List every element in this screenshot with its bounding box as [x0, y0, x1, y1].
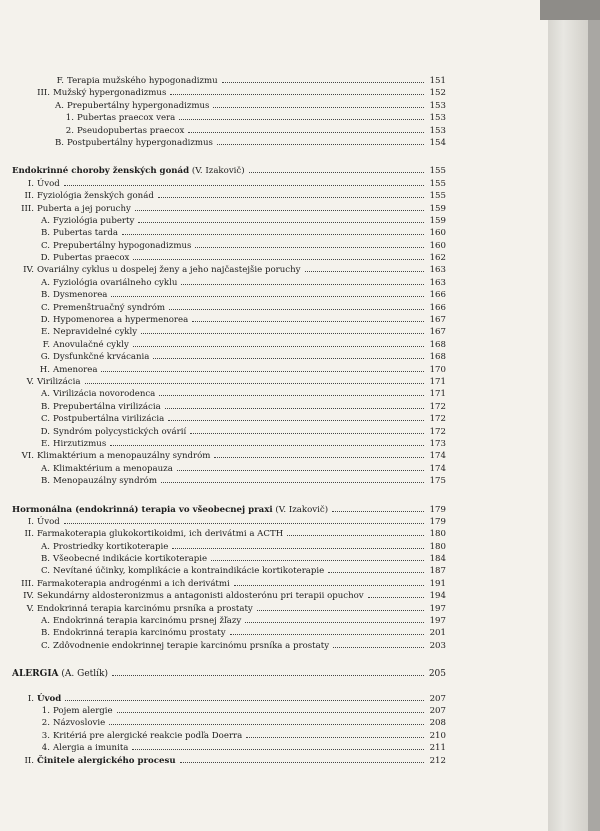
- leader-dots: [122, 226, 424, 235]
- leader-dots: [101, 363, 424, 372]
- toc-entry-title: Puberta a jej poruchy: [37, 203, 131, 214]
- toc-entry-title: Pseudopubertas praecox: [77, 125, 185, 136]
- toc-entry-title: Prepubertálny hypergonadizmus: [67, 100, 210, 111]
- toc-entry-number: E.: [40, 438, 50, 449]
- page-number: 168: [429, 339, 446, 350]
- toc-entry-number: I.: [27, 516, 34, 527]
- page-number: 155: [429, 191, 446, 202]
- toc-entry-number: B.: [40, 628, 50, 639]
- page-number: 194: [429, 591, 446, 602]
- toc-entry: [12, 552, 446, 564]
- leader-dots: [190, 425, 424, 434]
- toc-entry-number: II.: [24, 191, 34, 202]
- toc-entry-number: H.: [39, 364, 50, 375]
- toc-entry-number: V.: [26, 376, 34, 387]
- toc-entry-title: Prepubertálny hypogonadizmus: [53, 240, 192, 251]
- toc-entry: [12, 614, 446, 626]
- page-number: 168: [429, 352, 446, 363]
- toc-entry-title: Všeobecné indikácie kortikoterapie: [53, 554, 208, 565]
- page-number: 163: [429, 277, 446, 288]
- page-number: 151: [429, 76, 446, 86]
- toc-entry-title: Prostriedky kortikoterapie: [53, 541, 169, 552]
- leader-dots: [192, 313, 424, 322]
- toc-entry-title: Nepravidelné cykly: [53, 327, 138, 338]
- page-number: 153: [429, 100, 446, 111]
- leader-dots: [153, 350, 424, 359]
- page-number: 152: [429, 88, 446, 99]
- toc-entry-title: Úvod: [37, 178, 60, 189]
- toc-entry-title: Úvod: [37, 693, 62, 704]
- toc-entry: [12, 86, 446, 98]
- toc-entry-number: IV.: [23, 591, 34, 602]
- toc-entry: [12, 692, 446, 704]
- toc-entry-title: Dysmenorea: [53, 290, 108, 301]
- toc-entry-number: III.: [21, 578, 34, 589]
- toc-entry-number: A.: [41, 463, 50, 474]
- toc-entry: [12, 276, 446, 288]
- leader-dots: [65, 692, 424, 701]
- toc-entry-number: 4.: [41, 743, 50, 754]
- toc-entry: [12, 449, 446, 461]
- book-cover-edge: [588, 0, 600, 831]
- toc-entry: [12, 338, 446, 350]
- toc-entry-title: Pubertas tarda: [53, 228, 119, 239]
- toc-entry-number: D.: [40, 253, 50, 264]
- page-number: 187: [429, 566, 446, 577]
- leader-dots: [170, 86, 424, 95]
- toc-entry-title: Farmakoterapia androgénmi a ich derivátmi: [37, 578, 230, 589]
- toc-entry-title: Úvod: [37, 516, 60, 527]
- toc-entry: [12, 589, 446, 601]
- page-number: 160: [429, 240, 446, 251]
- book-background: [540, 0, 600, 20]
- toc-entry: [12, 375, 446, 387]
- table-of-contents: [12, 74, 446, 766]
- heading-title: Endokrinné choroby ženských gonád: [12, 166, 190, 177]
- toc-heading-female-gonads: [12, 164, 446, 176]
- toc-entry-title: Pubertas praecox: [53, 253, 130, 264]
- toc-entry: [12, 474, 446, 486]
- toc-entry-number: IV.: [23, 265, 34, 276]
- toc-entry-title: Kritériá pre alergické reakcie podľa Doerra: [53, 730, 243, 741]
- heading-title: ALERGIA: [12, 669, 59, 680]
- toc-entry-title: Virilizácia: [37, 376, 81, 387]
- toc-entry-title: Činitele alergického procesu: [37, 755, 176, 766]
- toc-entry: [12, 716, 446, 728]
- leader-dots: [168, 412, 424, 421]
- leader-dots: [169, 301, 424, 310]
- toc-entry-number: A.: [41, 215, 50, 226]
- leader-dots: [217, 136, 424, 145]
- toc-entry-title: Prepubertálna virilizácia: [53, 401, 161, 412]
- leader-dots: [195, 239, 424, 248]
- leader-dots: [138, 214, 424, 223]
- leader-dots: [230, 626, 424, 635]
- leader-dots: [135, 202, 424, 211]
- toc-entry: [12, 136, 446, 148]
- leader-dots: [172, 540, 424, 549]
- page-number: 172: [429, 414, 446, 425]
- toc-entry: [12, 288, 446, 300]
- leader-dots: [161, 474, 424, 483]
- page-number: 207: [429, 705, 446, 716]
- page-number: 174: [429, 463, 446, 474]
- toc-entry: [12, 425, 446, 437]
- leader-dots: [188, 124, 424, 133]
- toc-entry: [12, 111, 446, 123]
- toc-entry-title: Menopauzálny syndróm: [53, 476, 158, 487]
- toc-entry-number: G.: [40, 352, 50, 363]
- page-number: 175: [429, 476, 446, 487]
- toc-entry-number: III.: [21, 203, 34, 214]
- leader-dots: [332, 503, 424, 512]
- toc-entry: [12, 226, 446, 238]
- toc-entry: [12, 363, 446, 375]
- page-number: 155: [429, 178, 446, 189]
- toc-entry-number: B.: [40, 228, 50, 239]
- toc-entry-title: Terapia mužského hypogonadizmu: [67, 76, 218, 86]
- toc-entry: [12, 741, 446, 753]
- toc-entry-title: Endokrinná terapia karcinómu prsníka a prostaty: [37, 603, 253, 614]
- toc-entry-title: Premenštruačný syndróm: [53, 302, 166, 313]
- toc-entry-title: Alergia a imunita: [53, 743, 129, 754]
- toc-entry: [12, 177, 446, 189]
- toc-entry-title: Zdôvodnenie endokrinnej terapie karcinómu prsníka a prostaty: [53, 640, 330, 651]
- toc-entry-title: Sekundárny aldosteronizmus a antagonisti aldosterónu pri terapii opuchov: [37, 591, 364, 602]
- toc-entry: [12, 515, 446, 527]
- toc-entry-number: V.: [26, 603, 34, 614]
- page-number: 203: [429, 640, 446, 651]
- toc-section-hormonal-therapy: [12, 515, 446, 651]
- page-number: 205: [428, 669, 446, 680]
- toc-entry: [12, 202, 446, 214]
- page-number: 201: [429, 628, 446, 639]
- toc-entry: [12, 462, 446, 474]
- toc-entry-number: C.: [40, 414, 50, 425]
- toc-entry-number: A.: [41, 277, 50, 288]
- leader-dots: [112, 667, 424, 676]
- toc-entry: [12, 602, 446, 614]
- toc-entry-number: A.: [41, 616, 50, 627]
- toc-entry-number: II.: [24, 755, 34, 766]
- leader-dots: [132, 741, 424, 750]
- toc-entry-number: II.: [24, 529, 34, 540]
- page-number: 167: [429, 327, 446, 338]
- leader-dots: [117, 704, 424, 713]
- page-number: 208: [429, 718, 446, 729]
- toc-heading-alergia: [12, 667, 446, 679]
- toc-heading-hormonal-therapy: [12, 503, 446, 515]
- toc-entry-title: Klimaktérium a menopauzálny syndróm: [37, 451, 211, 462]
- toc-entry-number: E.: [40, 327, 50, 338]
- toc-entry-number: VI.: [21, 451, 34, 462]
- toc-entry: [12, 214, 446, 226]
- toc-entry: [12, 313, 446, 325]
- leader-dots: [159, 387, 424, 396]
- toc-entry-title: Klimaktérium a menopauza: [53, 463, 173, 474]
- page-number: 153: [429, 113, 446, 124]
- page-number: 171: [429, 389, 446, 400]
- page-number: 179: [429, 516, 446, 527]
- toc-entry-number: B.: [54, 137, 64, 148]
- leader-dots: [368, 589, 424, 598]
- toc-entry-title: Virilizácia novorodenca: [53, 389, 156, 400]
- toc-entry-number: B.: [40, 401, 50, 412]
- page-number: 184: [429, 554, 446, 565]
- page-number: 212: [429, 755, 446, 766]
- toc-entry: [12, 412, 446, 424]
- toc-entry: [12, 639, 446, 651]
- leader-dots: [246, 729, 424, 738]
- page-number: 166: [429, 302, 446, 313]
- leader-dots: [328, 564, 424, 573]
- toc-entry-title: Endokrinná terapia karcinómu prsnej žľazy: [53, 616, 242, 627]
- leader-dots: [133, 338, 424, 347]
- toc-entry: [12, 577, 446, 589]
- toc-entry: [12, 301, 446, 313]
- page-number: 210: [429, 730, 446, 741]
- heading-author: (V. Izakovič): [272, 504, 329, 515]
- toc-entry: [12, 626, 446, 638]
- leader-dots: [222, 74, 424, 83]
- toc-entry-title: Postpubertálna virilizácia: [53, 414, 165, 425]
- leader-dots: [179, 111, 424, 120]
- toc-entry-title: Nevítané účinky, komplikácie a kontraindikácie kortikoterapie: [53, 566, 325, 577]
- page-number: 197: [429, 616, 446, 627]
- leader-dots: [111, 288, 424, 297]
- leader-dots: [64, 515, 424, 524]
- toc-entry-number: F.: [42, 339, 50, 350]
- leader-dots: [234, 577, 424, 586]
- leader-dots: [211, 552, 424, 561]
- toc-entry-number: B.: [40, 290, 50, 301]
- leader-dots: [141, 325, 424, 334]
- toc-entry: [12, 729, 446, 741]
- leader-dots: [249, 164, 424, 173]
- toc-entry-number: 1.: [41, 705, 50, 716]
- page-number: 154: [429, 137, 446, 148]
- page-number: 167: [429, 315, 446, 326]
- toc-entry-title: Fyziológia ženských gonád: [37, 191, 154, 202]
- leader-dots: [180, 754, 424, 763]
- leader-dots: [110, 437, 424, 446]
- page-number: 174: [429, 451, 446, 462]
- toc-entry: [12, 99, 446, 111]
- leader-dots: [214, 449, 424, 458]
- toc-entry-title: Anovulačné cykly: [53, 339, 129, 350]
- page-number: 166: [429, 290, 446, 301]
- page-number: 159: [429, 215, 446, 226]
- toc-entry: [12, 704, 446, 716]
- toc-entry-number: B.: [40, 476, 50, 487]
- toc-entry-number: A.: [41, 541, 50, 552]
- leader-dots: [245, 614, 424, 623]
- page-number: 207: [429, 693, 446, 704]
- toc-entry: [12, 437, 446, 449]
- page-number: 173: [429, 438, 446, 449]
- leader-dots: [333, 639, 424, 648]
- toc-entry-number: F.: [56, 76, 64, 86]
- page-number: 159: [429, 203, 446, 214]
- toc-entry-number: C.: [40, 240, 50, 251]
- toc-entry-title: Amenorea: [53, 364, 98, 375]
- toc-entry-number: 2.: [41, 718, 50, 729]
- leader-dots: [165, 400, 424, 409]
- page-number: 197: [429, 603, 446, 614]
- heading-author: (V. Izakovič): [189, 166, 245, 177]
- page-number: 180: [429, 541, 446, 552]
- page-number: 163: [429, 265, 446, 276]
- toc-entry-title: Syndróm polycystických ovárií: [53, 426, 187, 437]
- toc-entry: [12, 754, 446, 766]
- page-number: 162: [429, 253, 446, 264]
- toc-entry-title: Postpubertálny hypergonadizmus: [67, 137, 213, 148]
- toc-entry: [12, 564, 446, 576]
- toc-entry: [12, 263, 446, 275]
- page-number: 172: [429, 426, 446, 437]
- leader-dots: [85, 375, 425, 384]
- heading-title: Hormonálna (endokrinná) terapia vo všeobecnej praxi: [12, 504, 273, 515]
- leader-dots: [64, 177, 424, 186]
- leader-dots: [158, 189, 424, 198]
- toc-entry-number: I.: [27, 178, 34, 189]
- toc-entry-title: Názvoslovie: [53, 718, 106, 729]
- toc-entry-number: III.: [37, 88, 50, 99]
- leader-dots: [133, 251, 424, 260]
- toc-entry-title: Endokrinná terapia karcinómu prostaty: [53, 628, 226, 639]
- toc-section-alergia: [12, 692, 446, 766]
- toc-entry: [12, 189, 446, 201]
- toc-entry: [12, 124, 446, 136]
- toc-section-female-gonads: [12, 177, 446, 487]
- toc-entry-title: Hypomenorea a hypermenorea: [53, 315, 189, 326]
- toc-entry: [12, 540, 446, 552]
- toc-entry-title: Hirzutizmus: [53, 438, 107, 449]
- toc-entry-title: Pojem alergie: [53, 705, 113, 716]
- toc-entry-title: Farmakoterapia glukokortikoidmi, ich derivátmi a ACTH: [37, 529, 284, 540]
- leader-dots: [287, 527, 424, 536]
- toc-entry: [12, 239, 446, 251]
- page-number: 180: [429, 529, 446, 540]
- toc-entry-number: 1.: [65, 113, 74, 124]
- page-number: 170: [429, 364, 446, 375]
- toc-entry-number: D.: [40, 426, 50, 437]
- leader-dots: [181, 276, 424, 285]
- page-number: 160: [429, 228, 446, 239]
- leader-dots: [177, 462, 424, 471]
- toc-entry-number: C.: [40, 640, 50, 651]
- toc-entry: [12, 325, 446, 337]
- leader-dots: [109, 716, 424, 725]
- page-number: 153: [429, 125, 446, 136]
- toc-entry: [12, 251, 446, 263]
- toc-entry-title: Ovariálny cyklus u dospelej ženy a jeho najčastejšie poruchy: [37, 265, 301, 276]
- toc-entry-number: C.: [40, 566, 50, 577]
- toc-section-male-gonads-tail: [12, 74, 446, 148]
- toc-entry: [12, 527, 446, 539]
- toc-entry-number: B.: [40, 554, 50, 565]
- toc-entry-number: 3.: [41, 730, 50, 741]
- toc-entry: [12, 74, 446, 86]
- toc-entry: [12, 400, 446, 412]
- toc-entry: [12, 350, 446, 362]
- toc-entry-number: C.: [40, 302, 50, 313]
- page-number: 179: [429, 504, 446, 515]
- heading-author: (A. Getlík): [58, 669, 108, 680]
- toc-entry-title: Mužský hypergonadizmus: [53, 88, 167, 99]
- toc-entry-title: Fyziológia puberty: [53, 215, 135, 226]
- toc-entry-number: I.: [27, 693, 34, 704]
- toc-entry-title: Fyziológia ovariálneho cyklu: [53, 277, 178, 288]
- leader-dots: [213, 99, 424, 108]
- toc-entry-title: Pubertas praecox vera: [77, 113, 176, 124]
- toc-entry-title: Dysfunkčné krvácania: [53, 352, 150, 363]
- page-number: 211: [429, 743, 446, 754]
- page-number: 155: [429, 166, 446, 177]
- page-number: 191: [429, 578, 446, 589]
- toc-entry-number: A.: [41, 389, 50, 400]
- page-number: 171: [429, 376, 446, 387]
- page-number: 172: [429, 401, 446, 412]
- toc-entry-number: A.: [55, 100, 64, 111]
- toc-entry-number: 2.: [65, 125, 74, 136]
- leader-dots: [257, 602, 424, 611]
- toc-entry: [12, 387, 446, 399]
- toc-entry-number: D.: [40, 315, 50, 326]
- leader-dots: [305, 263, 425, 272]
